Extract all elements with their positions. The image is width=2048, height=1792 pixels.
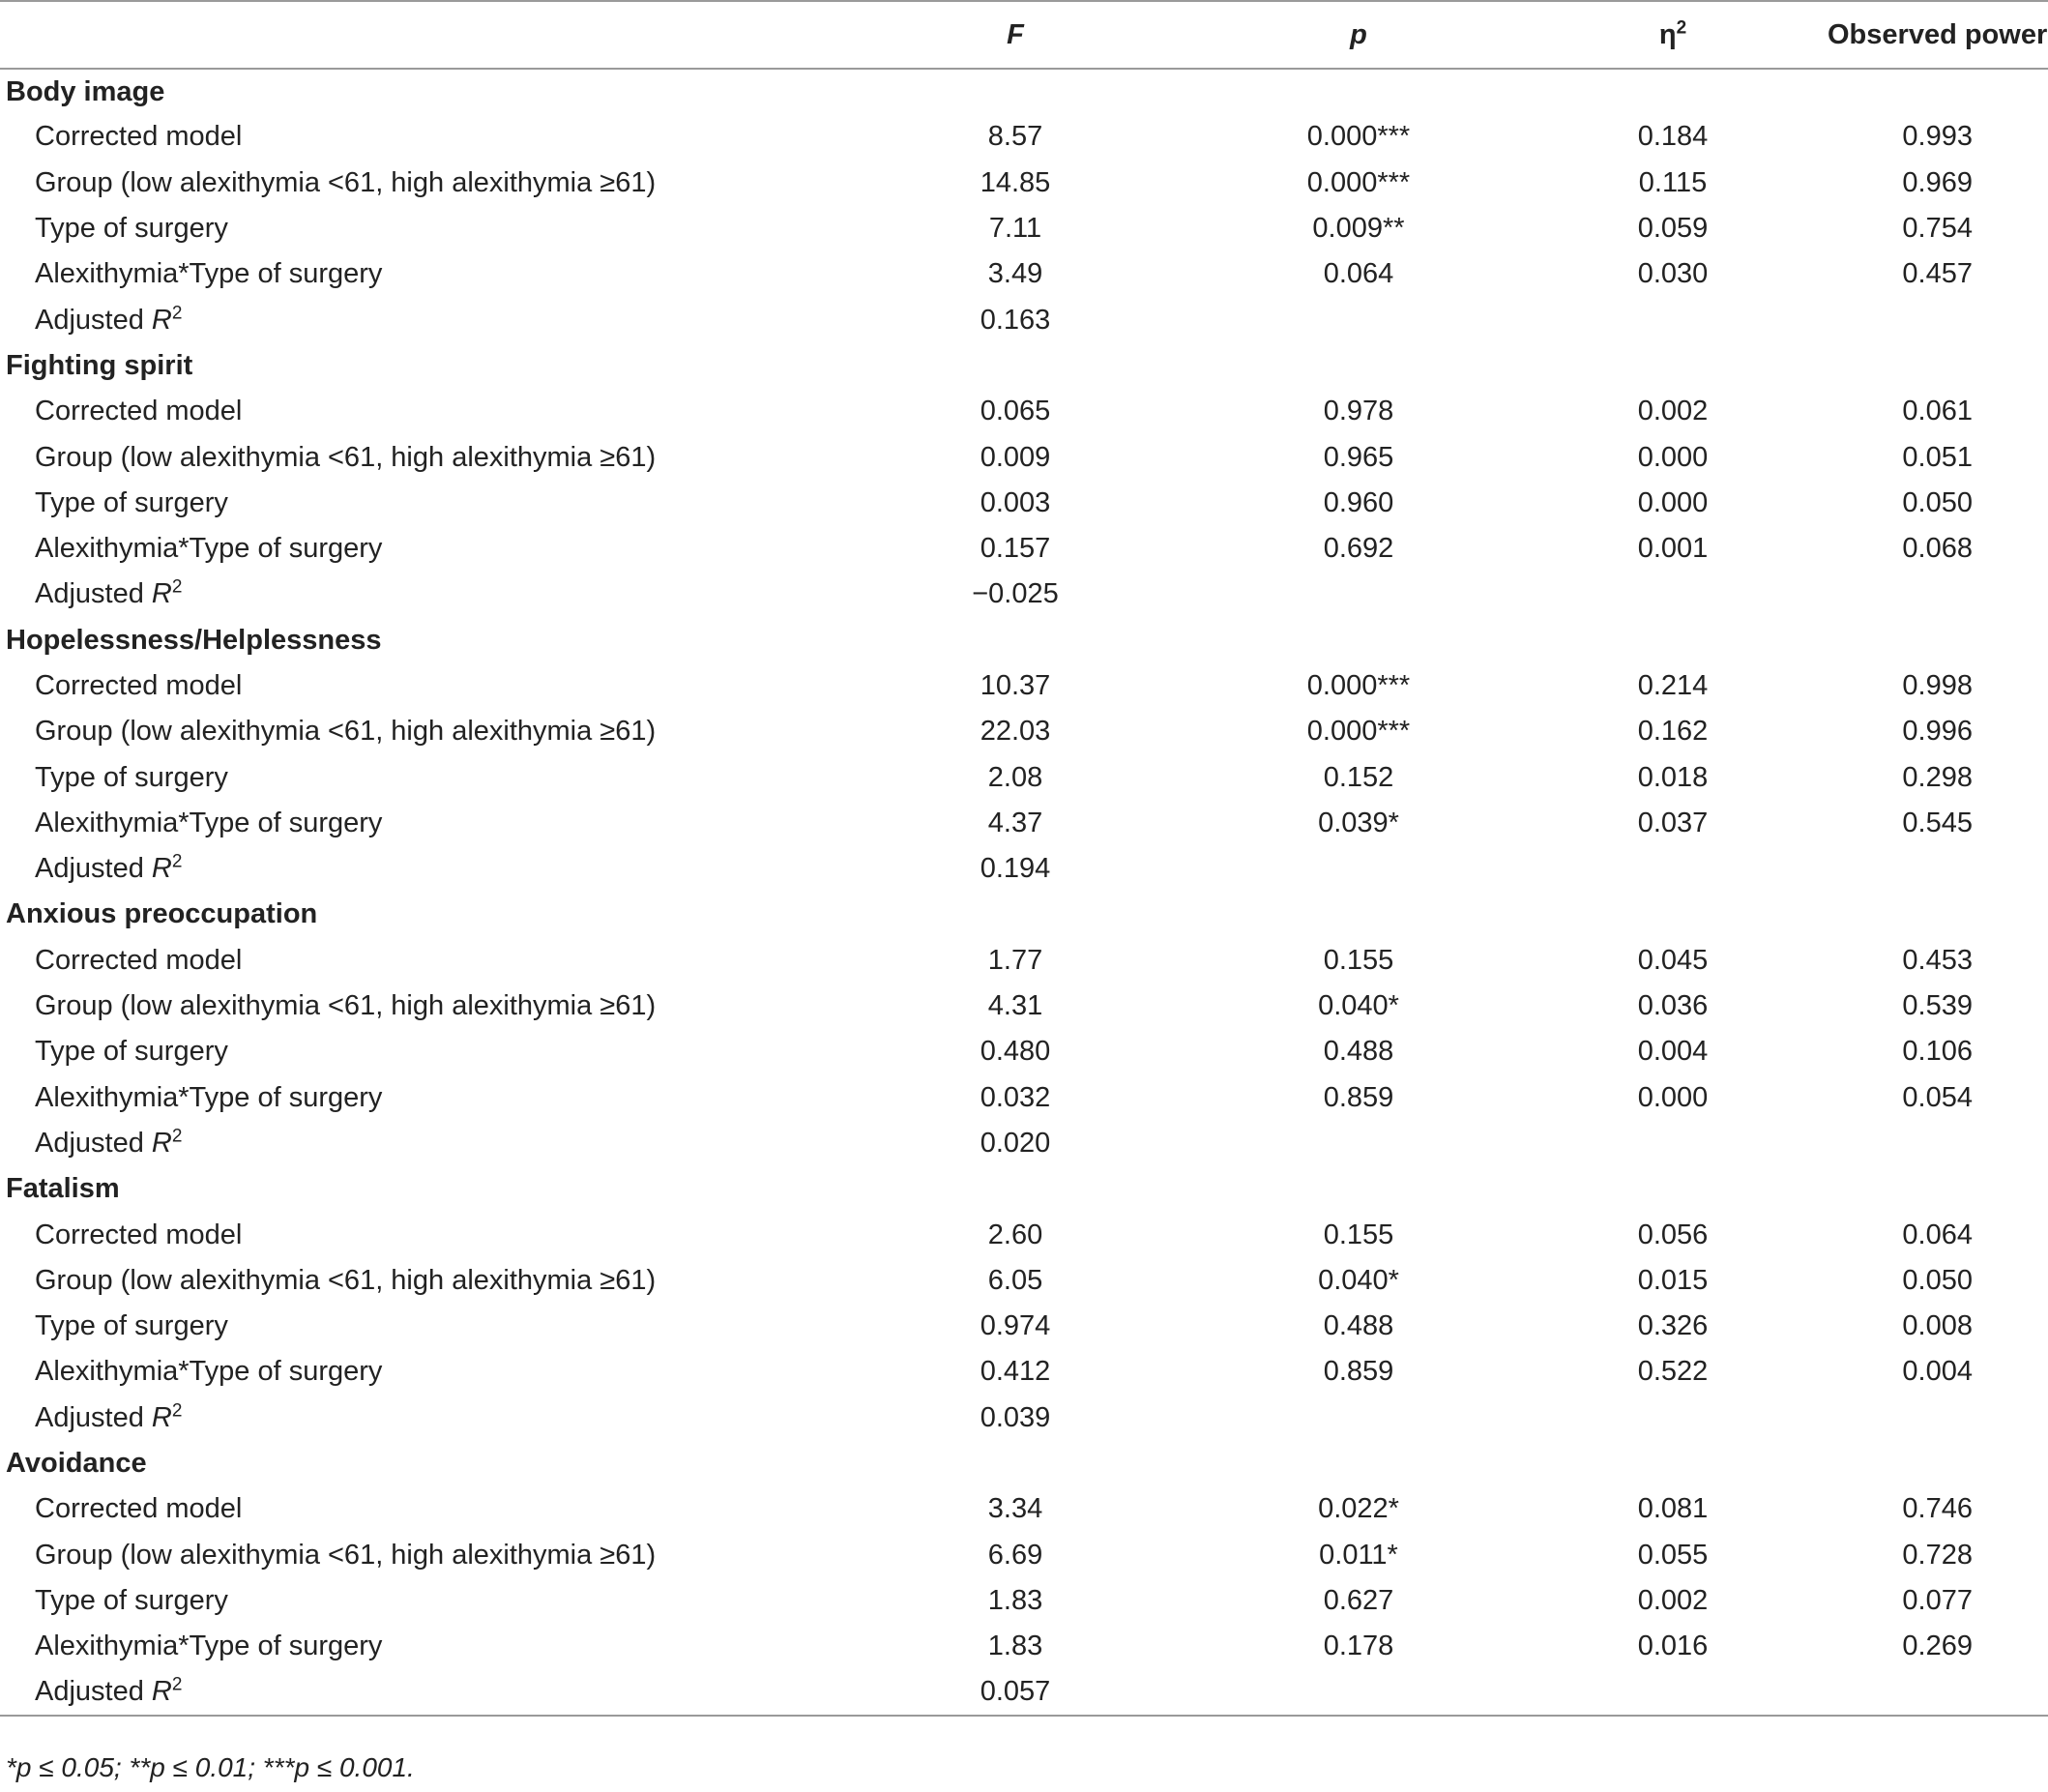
- section-row: [0, 343, 2048, 389]
- empty-cell: [1828, 69, 2048, 114]
- empty-cell: [1518, 846, 1828, 892]
- row-label: Type of surgery: [35, 1584, 228, 1616]
- empty-cell: [832, 892, 1199, 937]
- eta-squared-value: 0.015: [1637, 1264, 1709, 1296]
- observed-power-value: 0.269: [1902, 1630, 1973, 1662]
- f-value: 1.83: [987, 1630, 1043, 1662]
- eta-squared-value: 0.326: [1637, 1310, 1709, 1342]
- eta-squared-value: 0.055: [1637, 1539, 1709, 1571]
- empty-cell: [1199, 1395, 1518, 1441]
- observed-power-value: 0.068: [1902, 533, 1973, 565]
- section-title: Anxious preoccupation: [6, 898, 318, 930]
- p-value: 0.000***: [1306, 121, 1411, 153]
- p-value: 0.040*: [1318, 1264, 1399, 1296]
- eta-squared-value: 0.000: [1637, 441, 1709, 473]
- adjusted-r2-row: [0, 1121, 2048, 1166]
- section-title: Fighting spirit: [6, 349, 193, 381]
- eta-squared-value: 0.115: [1638, 166, 1708, 198]
- observed-power-value: 0.754: [1902, 213, 1973, 245]
- table-row: [0, 1258, 2048, 1304]
- table-row: [0, 389, 2048, 434]
- f-value: 1.83: [987, 1584, 1043, 1616]
- f-value: 4.37: [987, 807, 1043, 838]
- f-value: 6.05: [987, 1264, 1043, 1296]
- eta-squared-value: 0.002: [1637, 1584, 1709, 1616]
- row-label: Alexithymia*Type of surgery: [35, 533, 383, 565]
- table-row: [0, 1075, 2048, 1121]
- table-row: [0, 984, 2048, 1029]
- empty-cell: [1518, 69, 1828, 114]
- empty-cell: [832, 1441, 1199, 1486]
- row-label: Corrected model: [35, 944, 243, 976]
- empty-cell: [1828, 892, 2048, 937]
- row-label: Type of surgery: [35, 1310, 228, 1342]
- adjusted-r2-label: [0, 572, 832, 617]
- observed-power-value: 0.061: [1902, 396, 1973, 427]
- p-value: 0.000***: [1306, 716, 1411, 748]
- row-label: Group (low alexithymia <61, high alexithymia ≥61): [35, 716, 657, 748]
- row-label: Group (low alexithymia <61, high alexithymia ≥61): [35, 166, 657, 198]
- table-row: [0, 1624, 2048, 1669]
- p-value: 0.692: [1323, 533, 1394, 565]
- table-row: [0, 663, 2048, 709]
- observed-power-value: 0.004: [1902, 1356, 1973, 1388]
- f-value: 0.065: [980, 396, 1051, 427]
- row-label: Corrected model: [35, 670, 243, 701]
- observed-power-value: 0.996: [1902, 716, 1973, 748]
- empty-cell: [1199, 1121, 1518, 1166]
- eta-squared-value: 0.016: [1637, 1630, 1709, 1662]
- adjusted-r2-value: 0.020: [980, 1127, 1051, 1159]
- row-label: Group (low alexithymia <61, high alexithymia ≥61): [35, 1539, 657, 1571]
- f-value: 0.003: [980, 486, 1051, 518]
- f-value: 10.37: [980, 670, 1051, 701]
- table-row: [0, 251, 2048, 297]
- section-title: Body image: [6, 75, 165, 107]
- header-eta-superscript: 2: [1676, 16, 1687, 38]
- eta-squared-value: 0.001: [1637, 533, 1709, 565]
- empty-cell: [832, 343, 1199, 389]
- p-value: 0.488: [1323, 1036, 1394, 1068]
- p-value: 0.178: [1323, 1630, 1394, 1662]
- empty-cell: [1518, 618, 1828, 663]
- observed-power-value: 0.051: [1902, 441, 1973, 473]
- eta-squared-value: 0.036: [1637, 990, 1709, 1022]
- adjusted-r2-value: 0.039: [980, 1401, 1051, 1433]
- empty-cell: [1828, 1166, 2048, 1212]
- p-value: 0.627: [1323, 1584, 1394, 1616]
- adjusted-r2-value: −0.025: [972, 578, 1059, 610]
- adjusted-r2-label: [0, 1395, 832, 1441]
- p-value: 0.022*: [1318, 1493, 1399, 1525]
- adjusted-r2-value: 0.194: [980, 853, 1051, 885]
- f-value: 0.009: [980, 441, 1051, 473]
- observed-power-value: 0.298: [1902, 761, 1973, 793]
- eta-squared-value: 0.214: [1637, 670, 1709, 701]
- empty-cell: [1199, 892, 1518, 937]
- r-superscript: 2: [171, 1674, 183, 1695]
- p-value: 0.011*: [1319, 1539, 1398, 1571]
- eta-squared-value: 0.162: [1637, 716, 1709, 748]
- observed-power-value: 0.054: [1902, 1081, 1973, 1113]
- p-value: 0.488: [1323, 1310, 1394, 1342]
- eta-squared-value: 0.000: [1637, 486, 1709, 518]
- header-f: F: [1007, 18, 1024, 50]
- observed-power-value: 0.453: [1902, 944, 1973, 976]
- row-label: Group (low alexithymia <61, high alexithymia ≥61): [35, 441, 657, 473]
- eta-squared-value: 0.045: [1637, 944, 1709, 976]
- observed-power-value: 0.064: [1902, 1219, 1973, 1250]
- row-label: Type of surgery: [35, 486, 228, 518]
- eta-squared-value: 0.018: [1637, 761, 1709, 793]
- adjusted-r2-label: [0, 846, 832, 892]
- empty-cell: [1199, 69, 1518, 114]
- empty-cell: [1518, 1669, 1828, 1715]
- section-row: [0, 1441, 2048, 1486]
- header-row: [0, 1, 2048, 69]
- section-row: [0, 892, 2048, 937]
- table-row: [0, 434, 2048, 480]
- r-superscript: 2: [171, 1400, 183, 1422]
- r-superscript: 2: [171, 302, 183, 323]
- empty-cell: [1518, 572, 1828, 617]
- table-row: [0, 161, 2048, 206]
- observed-power-value: 0.545: [1902, 807, 1973, 838]
- empty-cell: [1518, 343, 1828, 389]
- table-row: [0, 1578, 2048, 1624]
- empty-cell: [1199, 618, 1518, 663]
- adjusted-r2-row: [0, 1669, 2048, 1715]
- r-superscript: 2: [171, 851, 183, 872]
- eta-squared-value: 0.184: [1637, 121, 1709, 153]
- f-value: 0.032: [980, 1081, 1051, 1113]
- observed-power-value: 0.008: [1902, 1310, 1973, 1342]
- p-value: 0.978: [1323, 396, 1394, 427]
- adjusted-text: Adjusted: [35, 1676, 152, 1708]
- adjusted-text: Adjusted: [35, 304, 152, 336]
- r-superscript: 2: [171, 1126, 183, 1147]
- adjusted-r2-value: 0.057: [980, 1676, 1051, 1708]
- adjusted-r2-row: [0, 1395, 2048, 1441]
- table-row: [0, 481, 2048, 526]
- empty-cell: [1518, 892, 1828, 937]
- empty-cell: [832, 1166, 1199, 1212]
- r-symbol: R: [151, 1401, 172, 1433]
- row-label: Corrected model: [35, 121, 243, 153]
- empty-cell: [1828, 618, 2048, 663]
- p-value: 0.064: [1323, 258, 1394, 290]
- p-value: 0.960: [1323, 486, 1394, 518]
- r-superscript: 2: [171, 576, 183, 598]
- table-header: [0, 1, 2048, 69]
- adjusted-r2-row: [0, 572, 2048, 617]
- adjusted-r2-row: [0, 297, 2048, 342]
- empty-cell: [1518, 1166, 1828, 1212]
- p-value: 0.009**: [1312, 213, 1405, 245]
- p-value: 0.859: [1323, 1081, 1394, 1113]
- section-row: [0, 1166, 2048, 1212]
- f-value: 6.69: [987, 1539, 1043, 1571]
- empty-cell: [1199, 1441, 1518, 1486]
- f-value: 1.77: [987, 944, 1043, 976]
- observed-power-value: 0.969: [1902, 166, 1973, 198]
- empty-cell: [1199, 343, 1518, 389]
- r-symbol: R: [151, 1127, 172, 1159]
- table-row: [0, 1533, 2048, 1578]
- row-label: Alexithymia*Type of surgery: [35, 1081, 383, 1113]
- r-symbol: R: [151, 1676, 172, 1708]
- r-symbol: R: [151, 853, 172, 885]
- table-row: [0, 938, 2048, 984]
- adjusted-r2-label: [0, 297, 832, 342]
- row-label: Type of surgery: [35, 761, 228, 793]
- observed-power-value: 0.728: [1902, 1539, 1973, 1571]
- table-row: [0, 1349, 2048, 1395]
- f-value: 0.412: [980, 1356, 1051, 1388]
- eta-squared-value: 0.004: [1637, 1036, 1709, 1068]
- section-title: Hopelessness/Helplessness: [6, 624, 382, 656]
- eta-squared-value: 0.000: [1637, 1081, 1709, 1113]
- row-label: Corrected model: [35, 1493, 243, 1525]
- table-body: [0, 69, 2048, 1716]
- row-label: Alexithymia*Type of surgery: [35, 1630, 383, 1662]
- eta-squared-value: 0.081: [1637, 1493, 1709, 1525]
- f-value: 14.85: [980, 166, 1051, 198]
- f-value: 4.31: [987, 990, 1043, 1022]
- header-eta-symbol: η: [1658, 18, 1677, 50]
- eta-squared-value: 0.059: [1637, 213, 1709, 245]
- empty-cell: [1828, 297, 2048, 342]
- p-value: 0.155: [1323, 944, 1394, 976]
- table-row: [0, 1304, 2048, 1349]
- row-label: Alexithymia*Type of surgery: [35, 258, 383, 290]
- table-row: [0, 754, 2048, 800]
- row-label: Alexithymia*Type of surgery: [35, 1356, 383, 1388]
- p-value: 0.859: [1323, 1356, 1394, 1388]
- adjusted-r2-row: [0, 846, 2048, 892]
- row-label: Type of surgery: [35, 1036, 228, 1068]
- table-row: [0, 206, 2048, 251]
- empty-cell: [1828, 343, 2048, 389]
- adjusted-text: Adjusted: [35, 1401, 152, 1433]
- empty-cell: [832, 69, 1199, 114]
- empty-cell: [1828, 1395, 2048, 1441]
- header-p: p: [1350, 18, 1367, 50]
- r-symbol: R: [151, 578, 172, 610]
- observed-power-value: 0.998: [1902, 670, 1973, 701]
- row-label: Corrected model: [35, 396, 243, 427]
- observed-power-value: 0.050: [1902, 486, 1973, 518]
- adjusted-r2-value: 0.163: [980, 304, 1051, 336]
- empty-cell: [1828, 846, 2048, 892]
- table-footnote: *p ≤ 0.05; **p ≤ 0.01; ***p ≤ 0.001.: [6, 1752, 415, 1782]
- p-value: 0.039*: [1318, 807, 1399, 838]
- empty-cell: [1518, 1441, 1828, 1486]
- eta-squared-value: 0.002: [1637, 396, 1709, 427]
- empty-cell: [1828, 1121, 2048, 1166]
- table-row: [0, 526, 2048, 572]
- empty-cell: [1199, 1669, 1518, 1715]
- table-row: [0, 801, 2048, 846]
- table-row: [0, 1486, 2048, 1532]
- section-row: [0, 618, 2048, 663]
- observed-power-value: 0.106: [1902, 1036, 1973, 1068]
- eta-squared-value: 0.037: [1637, 807, 1709, 838]
- observed-power-value: 0.993: [1902, 121, 1973, 153]
- observed-power-value: 0.077: [1902, 1584, 1973, 1616]
- f-value: 7.11: [988, 213, 1042, 245]
- f-value: 2.08: [987, 761, 1043, 793]
- adjusted-text: Adjusted: [35, 578, 152, 610]
- empty-cell: [1199, 1166, 1518, 1212]
- p-value: 0.000***: [1306, 670, 1411, 701]
- empty-cell: [1828, 572, 2048, 617]
- adjusted-text: Adjusted: [35, 853, 152, 885]
- r-symbol: R: [151, 304, 172, 336]
- adjusted-r2-label: [0, 1669, 832, 1715]
- section-title: Fatalism: [6, 1173, 120, 1205]
- p-value: 0.000***: [1306, 166, 1411, 198]
- row-label: Group (low alexithymia <61, high alexithymia ≥61): [35, 990, 657, 1022]
- f-value: 0.157: [980, 533, 1051, 565]
- empty-cell: [1199, 572, 1518, 617]
- row-label: Type of surgery: [35, 213, 228, 245]
- empty-cell: [1828, 1669, 2048, 1715]
- empty-cell: [1199, 846, 1518, 892]
- observed-power-value: 0.457: [1902, 258, 1973, 290]
- p-value: 0.040*: [1318, 990, 1399, 1022]
- table-row: [0, 1029, 2048, 1074]
- empty-cell: [1518, 1121, 1828, 1166]
- f-value: 22.03: [980, 716, 1051, 748]
- f-value: 3.34: [987, 1493, 1043, 1525]
- header-label: [0, 1, 832, 69]
- section-row: [0, 69, 2048, 114]
- section-title: Avoidance: [6, 1448, 147, 1480]
- p-value: 0.155: [1323, 1219, 1394, 1250]
- table-row: [0, 114, 2048, 160]
- f-value: 3.49: [987, 258, 1043, 290]
- header-observed-power: Observed power: [1828, 18, 2048, 50]
- table-row: [0, 1212, 2048, 1257]
- eta-squared-value: 0.522: [1637, 1356, 1709, 1388]
- row-label: Alexithymia*Type of surgery: [35, 807, 383, 838]
- eta-squared-value: 0.056: [1637, 1219, 1709, 1250]
- observed-power-value: 0.539: [1902, 990, 1973, 1022]
- f-value: 2.60: [987, 1219, 1043, 1250]
- empty-cell: [832, 618, 1199, 663]
- f-value: 8.57: [987, 121, 1043, 153]
- empty-cell: [1828, 1441, 2048, 1486]
- empty-cell: [1518, 297, 1828, 342]
- row-label: Group (low alexithymia <61, high alexithymia ≥61): [35, 1264, 657, 1296]
- p-value: 0.965: [1323, 441, 1394, 473]
- adjusted-r2-label: [0, 1121, 832, 1166]
- header-eta-squared: [1518, 1, 1828, 69]
- adjusted-text: Adjusted: [35, 1127, 152, 1159]
- table-row: [0, 709, 2048, 754]
- observed-power-value: 0.746: [1902, 1493, 1973, 1525]
- f-value: 0.974: [980, 1310, 1051, 1342]
- empty-cell: [1518, 1395, 1828, 1441]
- p-value: 0.152: [1323, 761, 1394, 793]
- empty-cell: [1199, 297, 1518, 342]
- eta-squared-value: 0.030: [1637, 258, 1709, 290]
- f-value: 0.480: [980, 1036, 1051, 1068]
- row-label: Corrected model: [35, 1219, 243, 1250]
- observed-power-value: 0.050: [1902, 1264, 1973, 1296]
